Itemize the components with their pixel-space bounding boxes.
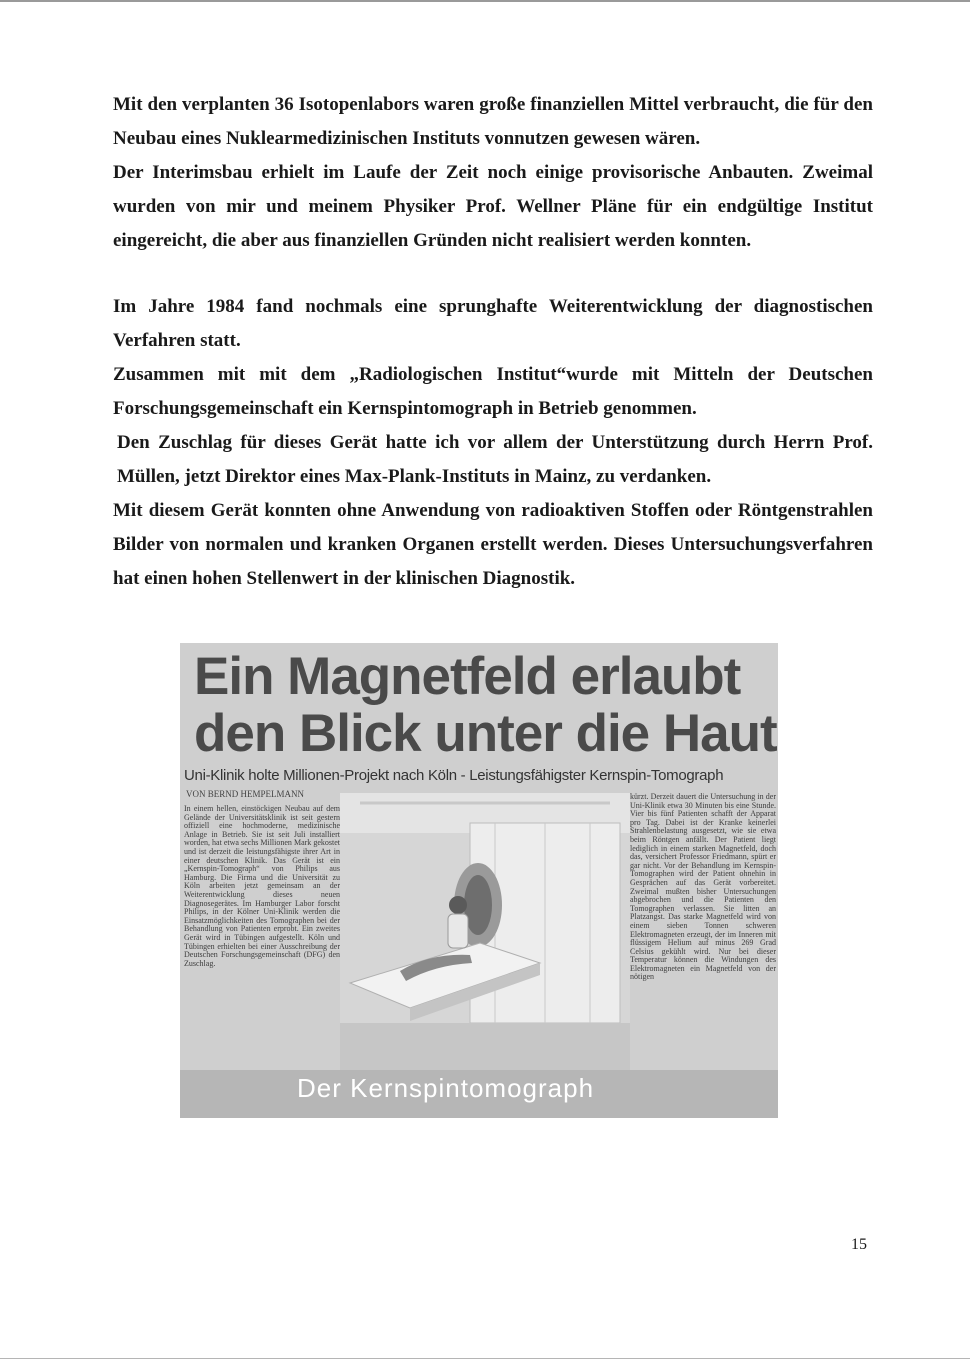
clipping-headline-line2: den Blick unter die Haut [194, 704, 777, 763]
clipping-headline-line1: Ein Magnetfeld erlaubt [194, 647, 741, 706]
paragraph-interimsbau: Der Interimsbau erhielt im Laufe der Zeit noch einige provisorische Anbauten. Zweimal wurden von mir und meinem Physiker Prof. Wellner Pläne für ein endgültige Institut eingereicht, die aber aus finanziellen Gründen nicht realisiert werden konnten. [113, 162, 873, 251]
clipping-column-right: kürzt. Derzeit dauert die Untersuchung in der Uni-Klinik etwa 30 Minuten bis eine Stunde. Vier bis fünf Patienten schafft der Apparat pro Tag. Dabei ist der Kranke keinerlei Strahlenbelastung ausgesetzt, wie sie etwa beim Röntgen anfällt. Der Patient liegt lediglich in einem starken Magnetfeld, doch das, versichert Professor Friedmann, spürt er gar nicht. Vor der Behandlung im Kernspin-Tomographen wird der Patient ohnehin in Gesprächen auf das Gerät vorbereitet. Zweimal mußten bisher Untersuchungen abgebrochen und die Patienten den Tomographen verlassen. Sie litten an Platzangst. Das starke Magnetfeld wird von einem sieben Tonnen schweren Elektromagneten erzeugt, der im Inneren mit flüssigem Helium auf minus 269 Grad Celsius gekühlt wird. Nur bei dieser Temperatur können die Windungen des Elektromagneten ein Magnetfeld von der nötigen [630, 793, 776, 982]
paragraph-kernspintomograph: Zusammen mit mit dem „Radiologischen Institut“wurde mit Mitteln der Deutschen Forschungsgemeinschaft ein Kernspintomograph in Betrieb genommen. [113, 364, 873, 419]
clipping-subheadline: Uni-Klinik holte Millionen-Projekt nach Köln - Leistungsfähigster Kernspin-Tomograph [184, 767, 724, 784]
staff-body [448, 914, 468, 948]
paragraph-zuschlag: Den Zuschlag für dieses Gerät hatte ich vor allem der Unterstützung durch Herrn Prof. Müllen, jetzt Direktor eines Max-Plank-Instituts in Mainz, zu verdanken. [117, 432, 873, 487]
staff-head [449, 896, 467, 914]
clipping-byline: VON BERND HEMPELMANN [186, 789, 305, 799]
paragraph-1984: Im Jahre 1984 fand nochmals eine sprunghafte Weiterentwicklung der diagnostischen Verfahren statt. [113, 296, 873, 351]
paragraph-gap [113, 258, 873, 290]
newspaper-clipping [180, 643, 778, 1118]
mri-scanner-photo [340, 793, 630, 1093]
clipping-column-left: In einem hellen, einstöckigen Neubau auf dem Gelände der Universitätsklinik ist seit gestern offiziell eine hochmoderne, medizinische Anlage in Betrieb. Sie ist seit Juli installiert worden, hat etwa sechs Millionen Mark gekostet und ist derzeit die leistungsfähigste ihrer Art in einer deutschen Klinik. Das Gerät ist ein „Kernspin-Tomograph“ von Philips aus Hamburg. Die Firma und die Universität zu Köln arbeiten jetzt gemeinsam an der Weiterentwicklung dieses neuen Diagnosegerätes. Im Hamburger Labor forscht Philips, in der Kölner Uni-Klinik werden die Einsatzmöglichkeiten des Tomographen bei der Behandlung von Patienten erprobt. Ein zweites Gerät wird in Tübingen aufgestellt. Köln und Tübingen erhielten bei einer Ausschreibung der Deutschen Forschungsgemeinschaft (DFG) den Zuschlag. [184, 805, 340, 968]
paragraph-diagnostik: Mit diesem Gerät konnten ohne Anwendung von radioaktiven Stoffen oder Röntgenstrahlen Bilder von normalen und kranken Organen erstellt werden. Dieses Untersuchungsverfahren hat einen hohen Stellenwert in der klinischen Diagnostik. [113, 500, 873, 589]
top-border [0, 0, 970, 2]
clipping-caption: Der Kernspintomograph [297, 1073, 595, 1103]
bottom-border [0, 1358, 970, 1359]
page-number: 15 [851, 1236, 867, 1253]
paragraph-isotopenlabors: Mit den verplanten 36 Isotopenlabors waren große finanziellen Mittel verbraucht, die für den Neubau eines Nuklearmedizinischen Instituts vonnutzen gewesen wären. [113, 94, 873, 149]
body-text [113, 88, 873, 596]
